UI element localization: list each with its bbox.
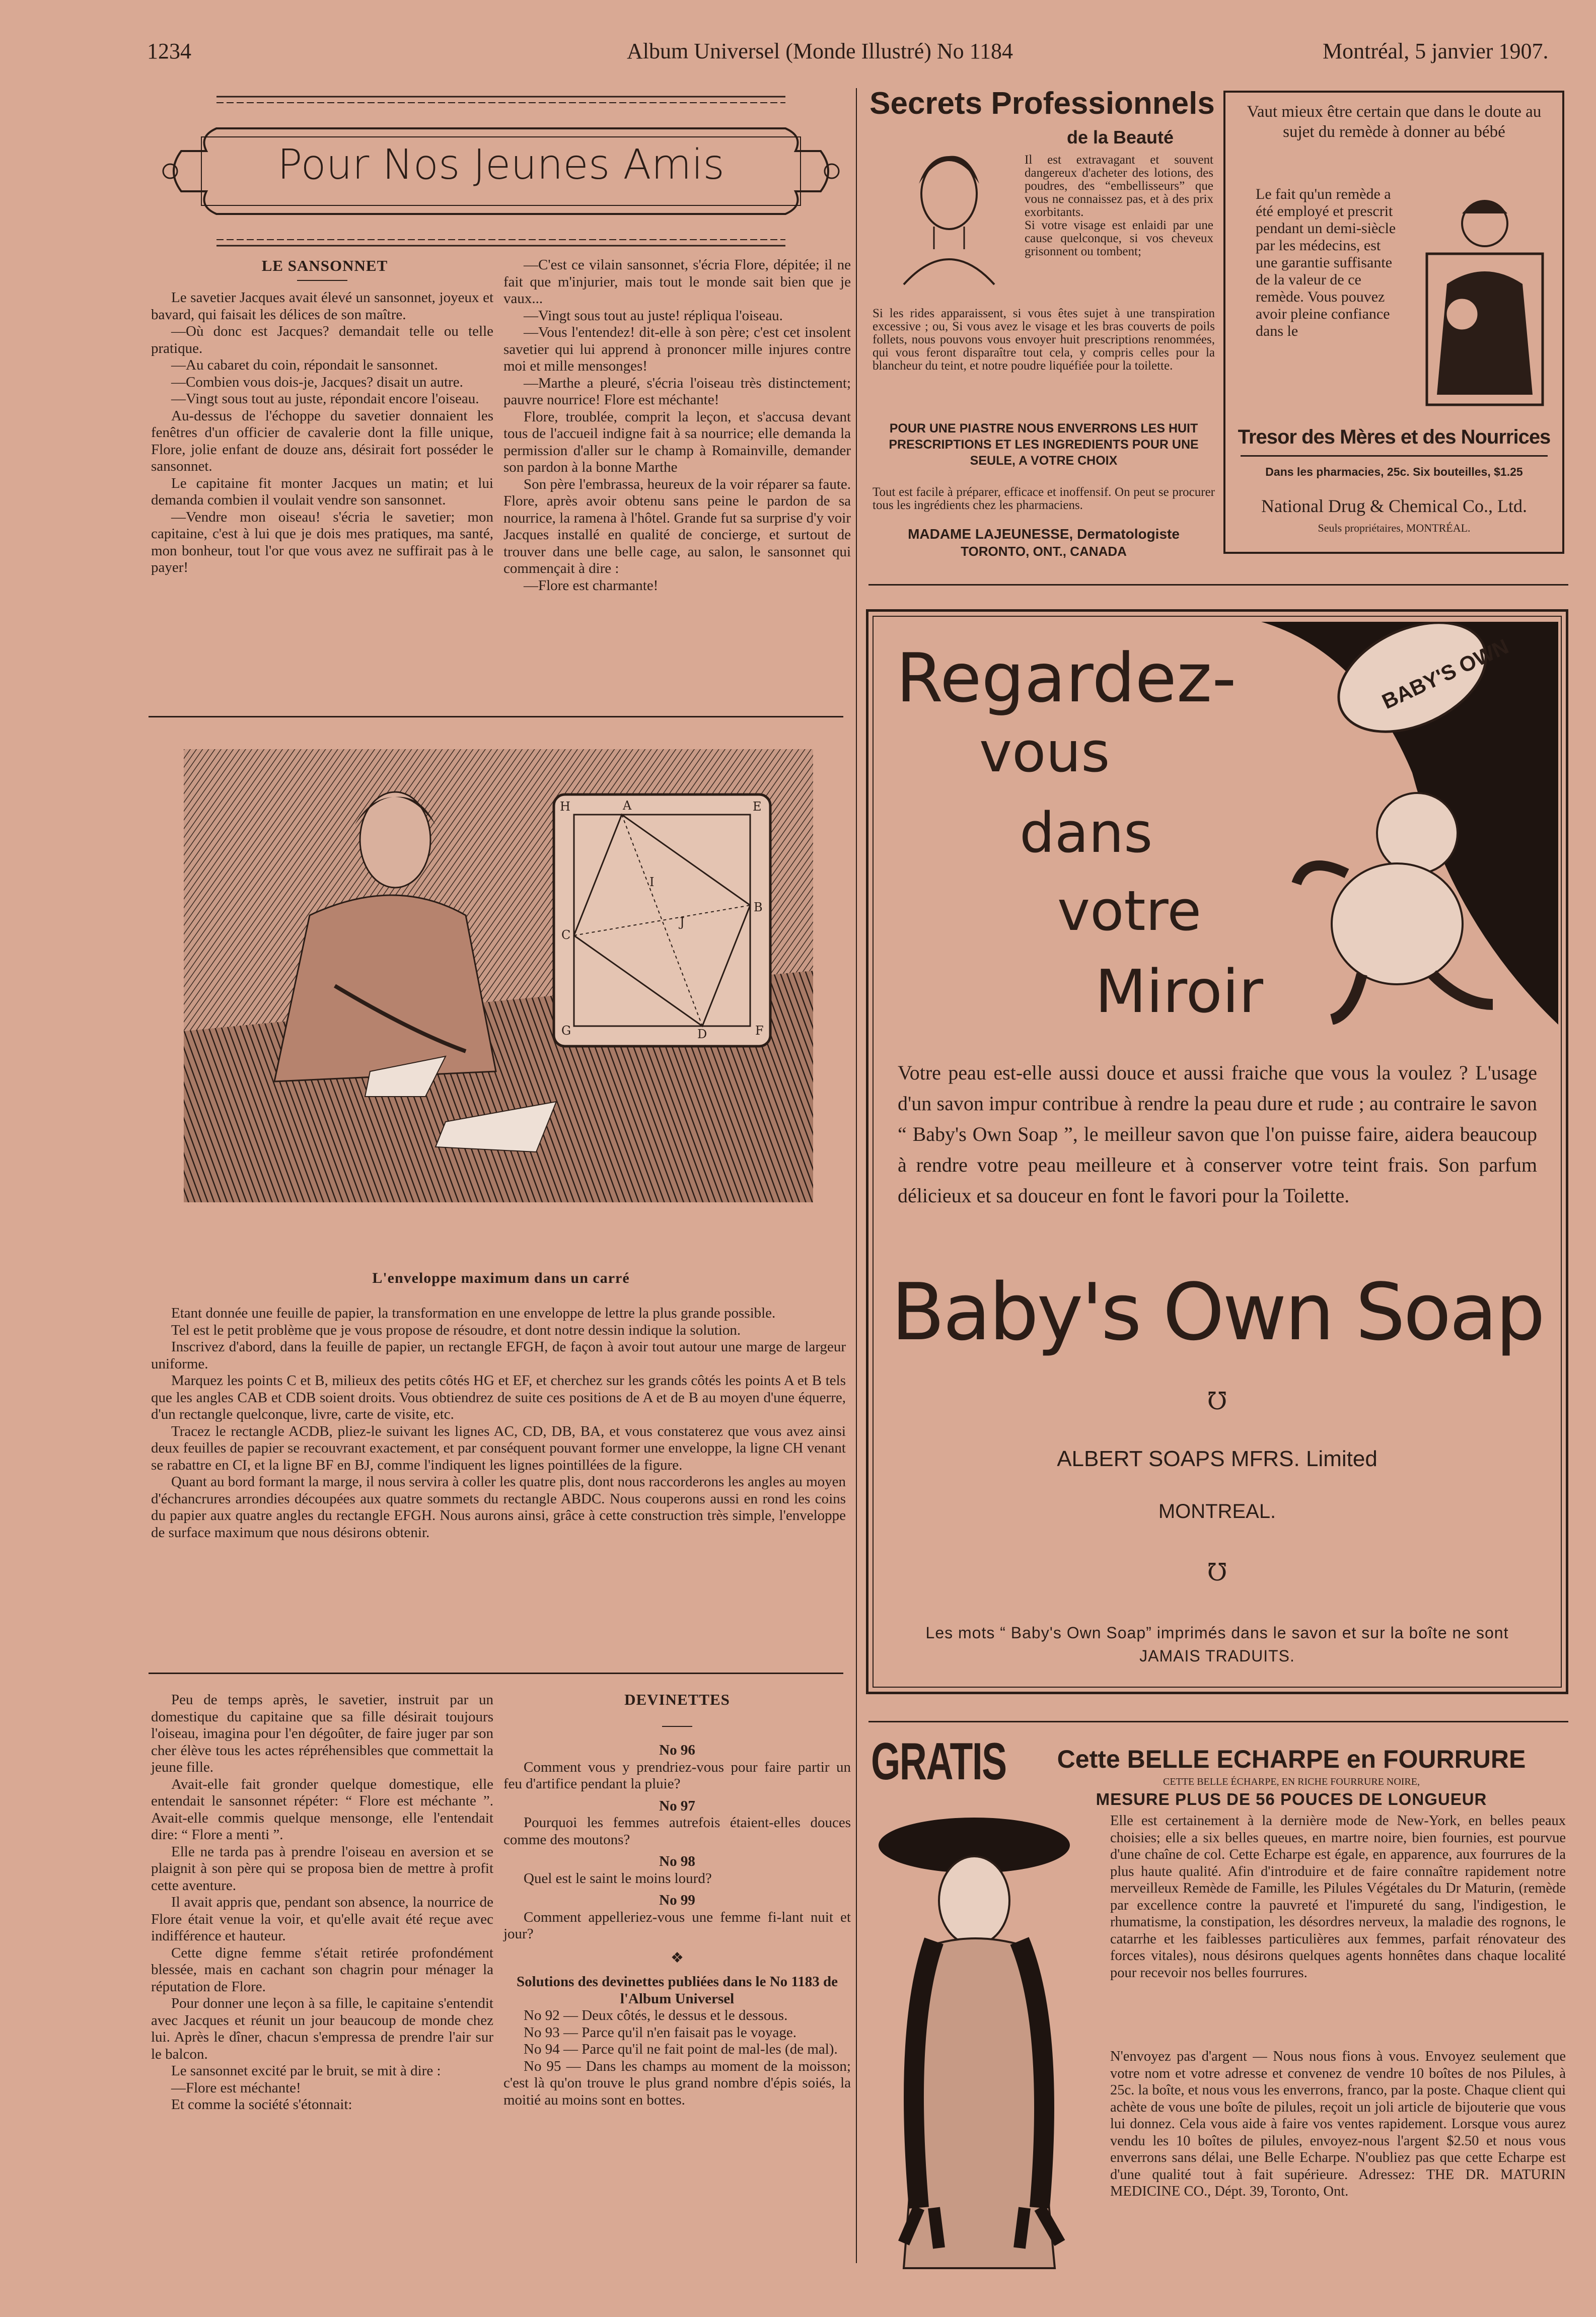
puzzle-paragraph: Marquez les points C et B, milieux des petits côtés HG et EF, et cherchez sur les grands côtés les points A et B tels que les angles CAB et CDB soient droits. Vous obtiendrez de suite ces positions de A et de B au moyen d'une équerre, d'un rectangle quelconque, livre, carte de visite, etc.	[151, 1372, 846, 1422]
woman-with-fur-scarf-illustration	[874, 1815, 1105, 2291]
story-paragraph: —Vous l'entendez! dit-elle à son père; c'est cet insolent savetier qui lui apprend à prononcer mille injures contre moi et mille mensonges!	[503, 324, 851, 374]
section-banner	[151, 91, 851, 252]
story-column-1	[151, 289, 493, 576]
scarf-paragraph-2: N'envoyez pas d'argent — Nous nous fions à vous. Envoyez seulement que votre nom et votre adresse et convenez de vendre 10 boîtes de nos Pilules, à 25c. la boîte, et nous vous les enverrons, franco, par la poste. Chaque client qui achète de vous une boîte de pilules, reçoit un joli article de bijouterie que vous lui donnez. Cela vous aide à faire vos ventes rapidement. Lorsque vous aurez vendu les 10 boîtes de pilules, envoyez-nous l'argent $2.50 et nous vous enverrons sans délai, une Belle Echarpe. N'oubliez pas que cette Echarpe est d'une qualité tout à fait supérieure. Adressez: THE DR. MATURIN MEDICINE CO., Dépt. 39, Toronto, Ont.	[1110, 2049, 1566, 2199]
story-paragraph: Avait-elle fait gronder quelque domestique, elle entendait le sansonnet répéter: “ Flore est méchante ”. Avait-elle commis quelque mensonge, elle l'entendait dire: “ Flore a menti ”.	[151, 1776, 493, 1843]
puzzle-paragraph: Inscrivez d'abord, dans la feuille de papier, un rectangle EFGH, de façon à avoir tout autour une marge de largeur uniforme.	[151, 1339, 846, 1372]
story-paragraph: Le savetier Jacques avait élevé un sansonnet, joyeux et bavard, qui faisait les délices de son maître.	[151, 289, 493, 323]
tresor-ad-rule	[1241, 455, 1548, 457]
soap-headline-5: Miroir	[1095, 957, 1264, 1026]
puzzle-caption: L'enveloppe maximum dans un carré	[372, 1270, 630, 1286]
soap-bar-label: BABY'S OWN	[1378, 634, 1512, 714]
beauty-ad-intro: Il est extravagant et souvent dangereux d'acheter des lotions, des poudres, des “embellisseurs” que vous ne connaissez pas, et à des prix exorbitants. Si votre visage est enlaidi par une cause quelconque, si vos cheveux grisonnent ou tombent;	[1025, 153, 1213, 258]
story-paragraph: —Flore est méchante!	[171, 2079, 301, 2096]
page-header-title: Album Universel (Monde Illustré) No 1184	[627, 39, 1013, 63]
puzzle-paragraph: Quant au bord formant la marge, il nous servira à coller les quatre plis, dont nous raccorderons les angles au moyen d'échancrures arrondies découpées aux quatre sommets du rectangle ABDC. Nous couperons aussi en rond les coins du papier aux quatre angles du rectangle EFGH. Nous aurons ainsi, grâce à cette construction très simple, l'enveloppe de surface maximum que nous désirons obtenir.	[151, 1474, 846, 1541]
story-paragraph: Et comme la société s'étonnait:	[171, 2096, 352, 2113]
soap-headline-4: votre	[1057, 879, 1202, 943]
riddle-solution: No 92 — Deux côtés, le dessus et le dessous.	[524, 2007, 788, 2023]
story-paragraph: —C'est ce vilain sansonnet, s'écria Flore, dépitée; il ne fait que m'injurier, mais tout le monde sait bien que je vaux...	[503, 257, 851, 307]
story-paragraph: Au-dessus de l'échoppe du savetier donnaient les fenêtres d'un officier de cavalerie dont la fille unique, Flore, jolie enfant de douze ans, désirait fort posséder le sansonnet.	[151, 407, 493, 474]
section-rule	[149, 716, 843, 717]
story-paragraph: —Où donc est Jacques? demandait telle ou telle pratique.	[151, 323, 493, 356]
riddle-number: No 97	[659, 1797, 695, 1814]
soap-ornament-2: ℧	[1207, 1558, 1227, 1586]
soap-headline-2: vous	[979, 720, 1110, 784]
riddle-solution: No 93 — Parce qu'il n'en faisait pas le voyage.	[524, 2024, 796, 2041]
puzzle-paragraph: Tel est le petit problème que je vous propose de résoudre, et dont notre dessin indique la solution.	[171, 1322, 741, 1338]
beauty-ad-subtitle: de la Beauté	[1066, 127, 1174, 148]
soap-brand: Baby's Own Soap	[891, 1266, 1544, 1358]
puzzle-paragraph: Tracez le rectangle ACDB, pliez-le suivant les lignes AC, CD, DB, BA, et vous constaterez que vous avez ainsi deux feuilles de papier se recouvrant exactement, et par conséquent pouvant former une enveloppe, la ligne CH venant se rabattre en CI, et la ligne BF en BJ, comme l'indiquent les lignes pointillées de la figure.	[151, 1423, 846, 1473]
diagram-letter-a: A	[623, 799, 632, 813]
story-title: LE SANSONNET	[261, 257, 388, 274]
soap-headline-3: dans	[1020, 801, 1153, 865]
soap-footer: Les mots “ Baby's Own Soap” imprimés dans le savon et sur la boîte ne sont JAMAIS TRADUITS.	[925, 1624, 1509, 1665]
diagram-letter-f: F	[755, 1024, 764, 1038]
page-number: 1234	[147, 39, 191, 63]
gratis-label: GRATIS	[871, 1732, 1006, 1791]
beauty-ad-city: TORONTO, ONT., CANADA	[961, 544, 1127, 559]
page-header-date: Montréal, 5 janvier 1907.	[1323, 39, 1549, 63]
story-paragraph: Cette digne femme s'était retirée profondément blessée, mais en cachant son chagrin pour ménager la réputation de Flore.	[151, 1944, 493, 1995]
column-divider	[856, 88, 857, 2263]
section-title: Pour Nos Jeunes Amis	[277, 141, 725, 189]
story-paragraph: —Vingt sous tout au juste! répliqua l'oiseau.	[524, 307, 783, 324]
story-paragraph: —Marthe a pleuré, s'écria l'oiseau très distinctement; pauvre nourrice! Flore est méchante!	[503, 375, 851, 408]
fur-scarf-ad	[868, 1732, 1568, 2291]
riddles-rule	[662, 1726, 692, 1727]
beauty-ad-offer: POUR UNE PIASTRE NOUS ENVERRONS LES HUIT PRESCRIPTIONS ET LES INGREDIENTS POUR UNE SEULE, A VOTRE CHOIX	[889, 421, 1199, 468]
beauty-ad-signature: MADAME LAJEUNESSE, Dermatologiste	[908, 526, 1180, 542]
tresor-ad-brand: Tresor des Mères et des Nourrices	[1238, 426, 1551, 448]
story-column-2	[503, 257, 851, 594]
soap-ad-body: Votre peau est-elle aussi douce et aussi fraiche que vous la voulez ? L'usage d'un savon impur contribue à rendre la peau dure et rude ; au contraire le savon “ Baby's Own Soap ”, le meilleur savon que l'on puisse faire, aidera beaucoup à rendre votre peau meilleure et à conserver votre teint frais. Son parfum délicieux et sa douceur en font le favori pour la Toilette.	[898, 1061, 1537, 1207]
beauty-ad-title: Secrets Professionnels	[869, 86, 1215, 121]
story-continuation	[151, 1692, 493, 2114]
riddle-question: Comment appelleriez-vous une femme fi-lant nuit et jour?	[503, 1909, 851, 1942]
riddle-question: Pourquoi les femmes autrefois étaient-elles douces comme des moutons?	[503, 1815, 851, 1848]
diagram-letter-g: G	[561, 1024, 571, 1038]
woman-folding-envelope-illustration	[184, 749, 813, 1202]
story-paragraph: Le capitaine fit monter Jacques un matin; et lui demanda combien il voulait vendre son sansonnet.	[151, 475, 493, 508]
beauty-ad-body: Si les rides apparaissent, si vous êtes sujet à une transpiration excessive ; ou, Si vous avez le visage et les bras couverts de poils follets, nous pouvons vous envoyer huit prescriptions renommées, qui vous feront disparaître tout cela, y compris celles pour la blancheur du teint, et notre poudre liquéfiée pour la toilette.	[873, 307, 1215, 373]
scarf-subline: CETTE BELLE ÉCHARPE, EN RICHE FOURRURE NOIRE,	[1163, 1776, 1420, 1787]
scarf-headline: Cette BELLE ECHARPE en FOURRURE	[1057, 1745, 1526, 1773]
woman-portrait-icon	[874, 133, 1020, 300]
riddle-question: Comment vous y prendriez-vous pour faire partir un feu d'artifice pendant la pluie?	[503, 1759, 851, 1792]
ad-divider	[868, 584, 1568, 586]
riddle-question: Quel est le saint le moins lourd?	[524, 1870, 712, 1887]
diagram-letter-c: C	[561, 928, 571, 942]
puzzle-paragraph: Etant donnée une feuille de papier, la transformation en une enveloppe de lettre la plus grande possible.	[171, 1305, 776, 1321]
story-paragraph: —Vendre mon oiseau! s'écria le savetier; mon capitaine, c'est à lui que je dois mes pratiques, ma santé, mon bonheur, tout l'or que vous avez ne suffirait pas à le payer!	[151, 509, 493, 575]
diagram-letter-i: I	[649, 875, 655, 889]
tresor-ad-heading: Vaut mieux être certain que dans le doute au sujet du remède à donner au bébé	[1247, 103, 1542, 141]
story-paragraph: Le sansonnet excité par le bruit, se mit à dire :	[171, 2063, 441, 2079]
beauty-ad-note: Tout est facile à préparer, efficace et inoffensif. On peut se procurer tous les ingrédients chez les pharmaciens.	[873, 485, 1215, 512]
story-paragraph: Pour donner une leçon à sa fille, le capitaine s'entendit avec Jacques et réunit un jour beaucoup de monde chez lui. Après le dîner, chacun s'empressa de prendre l'air sur le balcon.	[151, 1995, 493, 2062]
ad-divider-2	[868, 1721, 1568, 1722]
babys-own-soap-ad	[866, 609, 1568, 1694]
riddle-solution: No 94 — Parce qu'il ne fait point de mal-les (de mal).	[524, 2041, 838, 2057]
story-paragraph: Peu de temps après, le savetier, instruit par un domestique du capitaine que sa fille désirait toujours l'oiseau, imagina pour l'en dégoûter, de faire juger par son cher élève tous les actes répréhensibles que commettait la jeune fille.	[151, 1692, 493, 1775]
puzzle-text	[151, 1305, 846, 1541]
story-paragraph: —Vingt sous tout au juste, répondait encore l'oiseau.	[171, 391, 479, 407]
story-paragraph: —Au cabaret du coin, répondait le sansonnet.	[171, 357, 438, 373]
story-paragraph: Flore, troublée, comprit la leçon, et s'accusa devant tous de l'accueil indigne fait à sa nourrice; elle demanda la permission d'aller sur le champ à Romainville, demander son pardon à la bonne Marthe	[503, 408, 851, 475]
diagram-letter-e: E	[753, 800, 762, 814]
riddle-number: No 96	[659, 1742, 695, 1758]
story-paragraph: —Combien vous dois-je, Jacques? disait un autre.	[171, 374, 463, 390]
soap-headline-1: Regardez-	[896, 639, 1237, 717]
tresor-ad-owner: Seuls propriétaires, MONTRÉAL.	[1318, 522, 1471, 534]
riddles-list	[503, 1737, 851, 2109]
story-paragraph: Il avait appris que, pendant son absence, la nourrice de Flore était venue la voir, et qu'elle avait été reçue avec indifférence et hauteur.	[151, 1894, 493, 1944]
diagram-letter-b: B	[754, 900, 763, 914]
story-paragraph: Son père l'embrassa, heureux de la voir réparer sa faute. Flore, après avoir obtenu sans peine le pardon de sa nourrice, la ramena à l'hôtel. Grande fut sa surprise d'y voir Jacques installé en qualité de concierge, et surtout de trouver dans une belle cage, au salon, le sansonnet qui commençait à dire :	[503, 476, 851, 576]
beauty-secrets-ad	[868, 86, 1216, 569]
riddle-solution: No 95 — Dans les champs au moment de la moisson; c'est là qu'on trouve le plus grand nombre d'épis soiés, la moitié au moins sont en bottes.	[503, 2058, 851, 2108]
tresor-ad-price: Dans les pharmacies, 25c. Six bouteilles, $1.25	[1265, 465, 1523, 478]
tresor-ad-body: Le fait qu'un remède a été employé et prescrit pendant un demi-siècle par les médecins, est une garantie suffisante de la valeur de ce remède. Vous pouvez avoir pleine confiance dans le	[1256, 186, 1396, 339]
solutions-title: Solutions des devinettes publiées dans le No 1183 de l'Album Universel	[516, 1974, 838, 2007]
mother-and-baby-icon	[1407, 183, 1558, 420]
riddles-title: DEVINETTES	[624, 1691, 730, 1708]
scarf-paragraph-1: Elle est certainement à la dernière mode de New-York, en belles peaux choisies; elle a six belles queues, en martre noire, bien fournies, est pourvue d'une chaîne de col. Cette Echarpe est égale, en apparence, aux fourrures de la plus haute qualité. Afin d'introduire et de faire connaître rapidement notre merveilleux Remède de Famille, les Pilules Végétales du Dr Maturin, (remède par excellence contre la pauvreté et l'impureté du sang, l'indigestion, le rhumatisme, la constipation, les désordres nerveux, la maladie des rognons, le catarrhe et les faiblesses particulières aux femmes, parfait rénovateur des forces vitales), nous désirons quelques agents honnêtes dans chaque localité pour recevoir nos belles fourrures.	[1110, 1813, 1566, 1981]
section-rule-2	[149, 1673, 843, 1674]
diagram-letter-j: J	[680, 915, 685, 929]
title-rule	[297, 280, 347, 281]
diagram-letter-d: D	[697, 1027, 707, 1041]
story-paragraph: Elle ne tarda pas à prendre l'oiseau en aversion et se plaignit à son père qui se proposa bien de mettre à profit cette aventure.	[151, 1843, 493, 1894]
soap-city: MONTREAL.	[1158, 1500, 1276, 1523]
soap-maker: ALBERT SOAPS MFRS. Limited	[1057, 1446, 1377, 1471]
diagram-letter-h: H	[560, 800, 570, 814]
riddle-number: No 99	[659, 1892, 695, 1908]
tresor-ad	[1223, 91, 1564, 554]
story-paragraph: —Flore est charmante!	[524, 577, 659, 594]
scarf-size: MESURE PLUS DE 56 POUCES DE LONGUEUR	[1096, 1790, 1487, 1808]
riddles-ornament: ❖	[671, 1949, 684, 1966]
riddle-number: No 98	[659, 1853, 695, 1869]
soap-ornament-1: ℧	[1207, 1387, 1227, 1415]
tresor-ad-company: National Drug & Chemical Co., Ltd.	[1261, 496, 1527, 516]
